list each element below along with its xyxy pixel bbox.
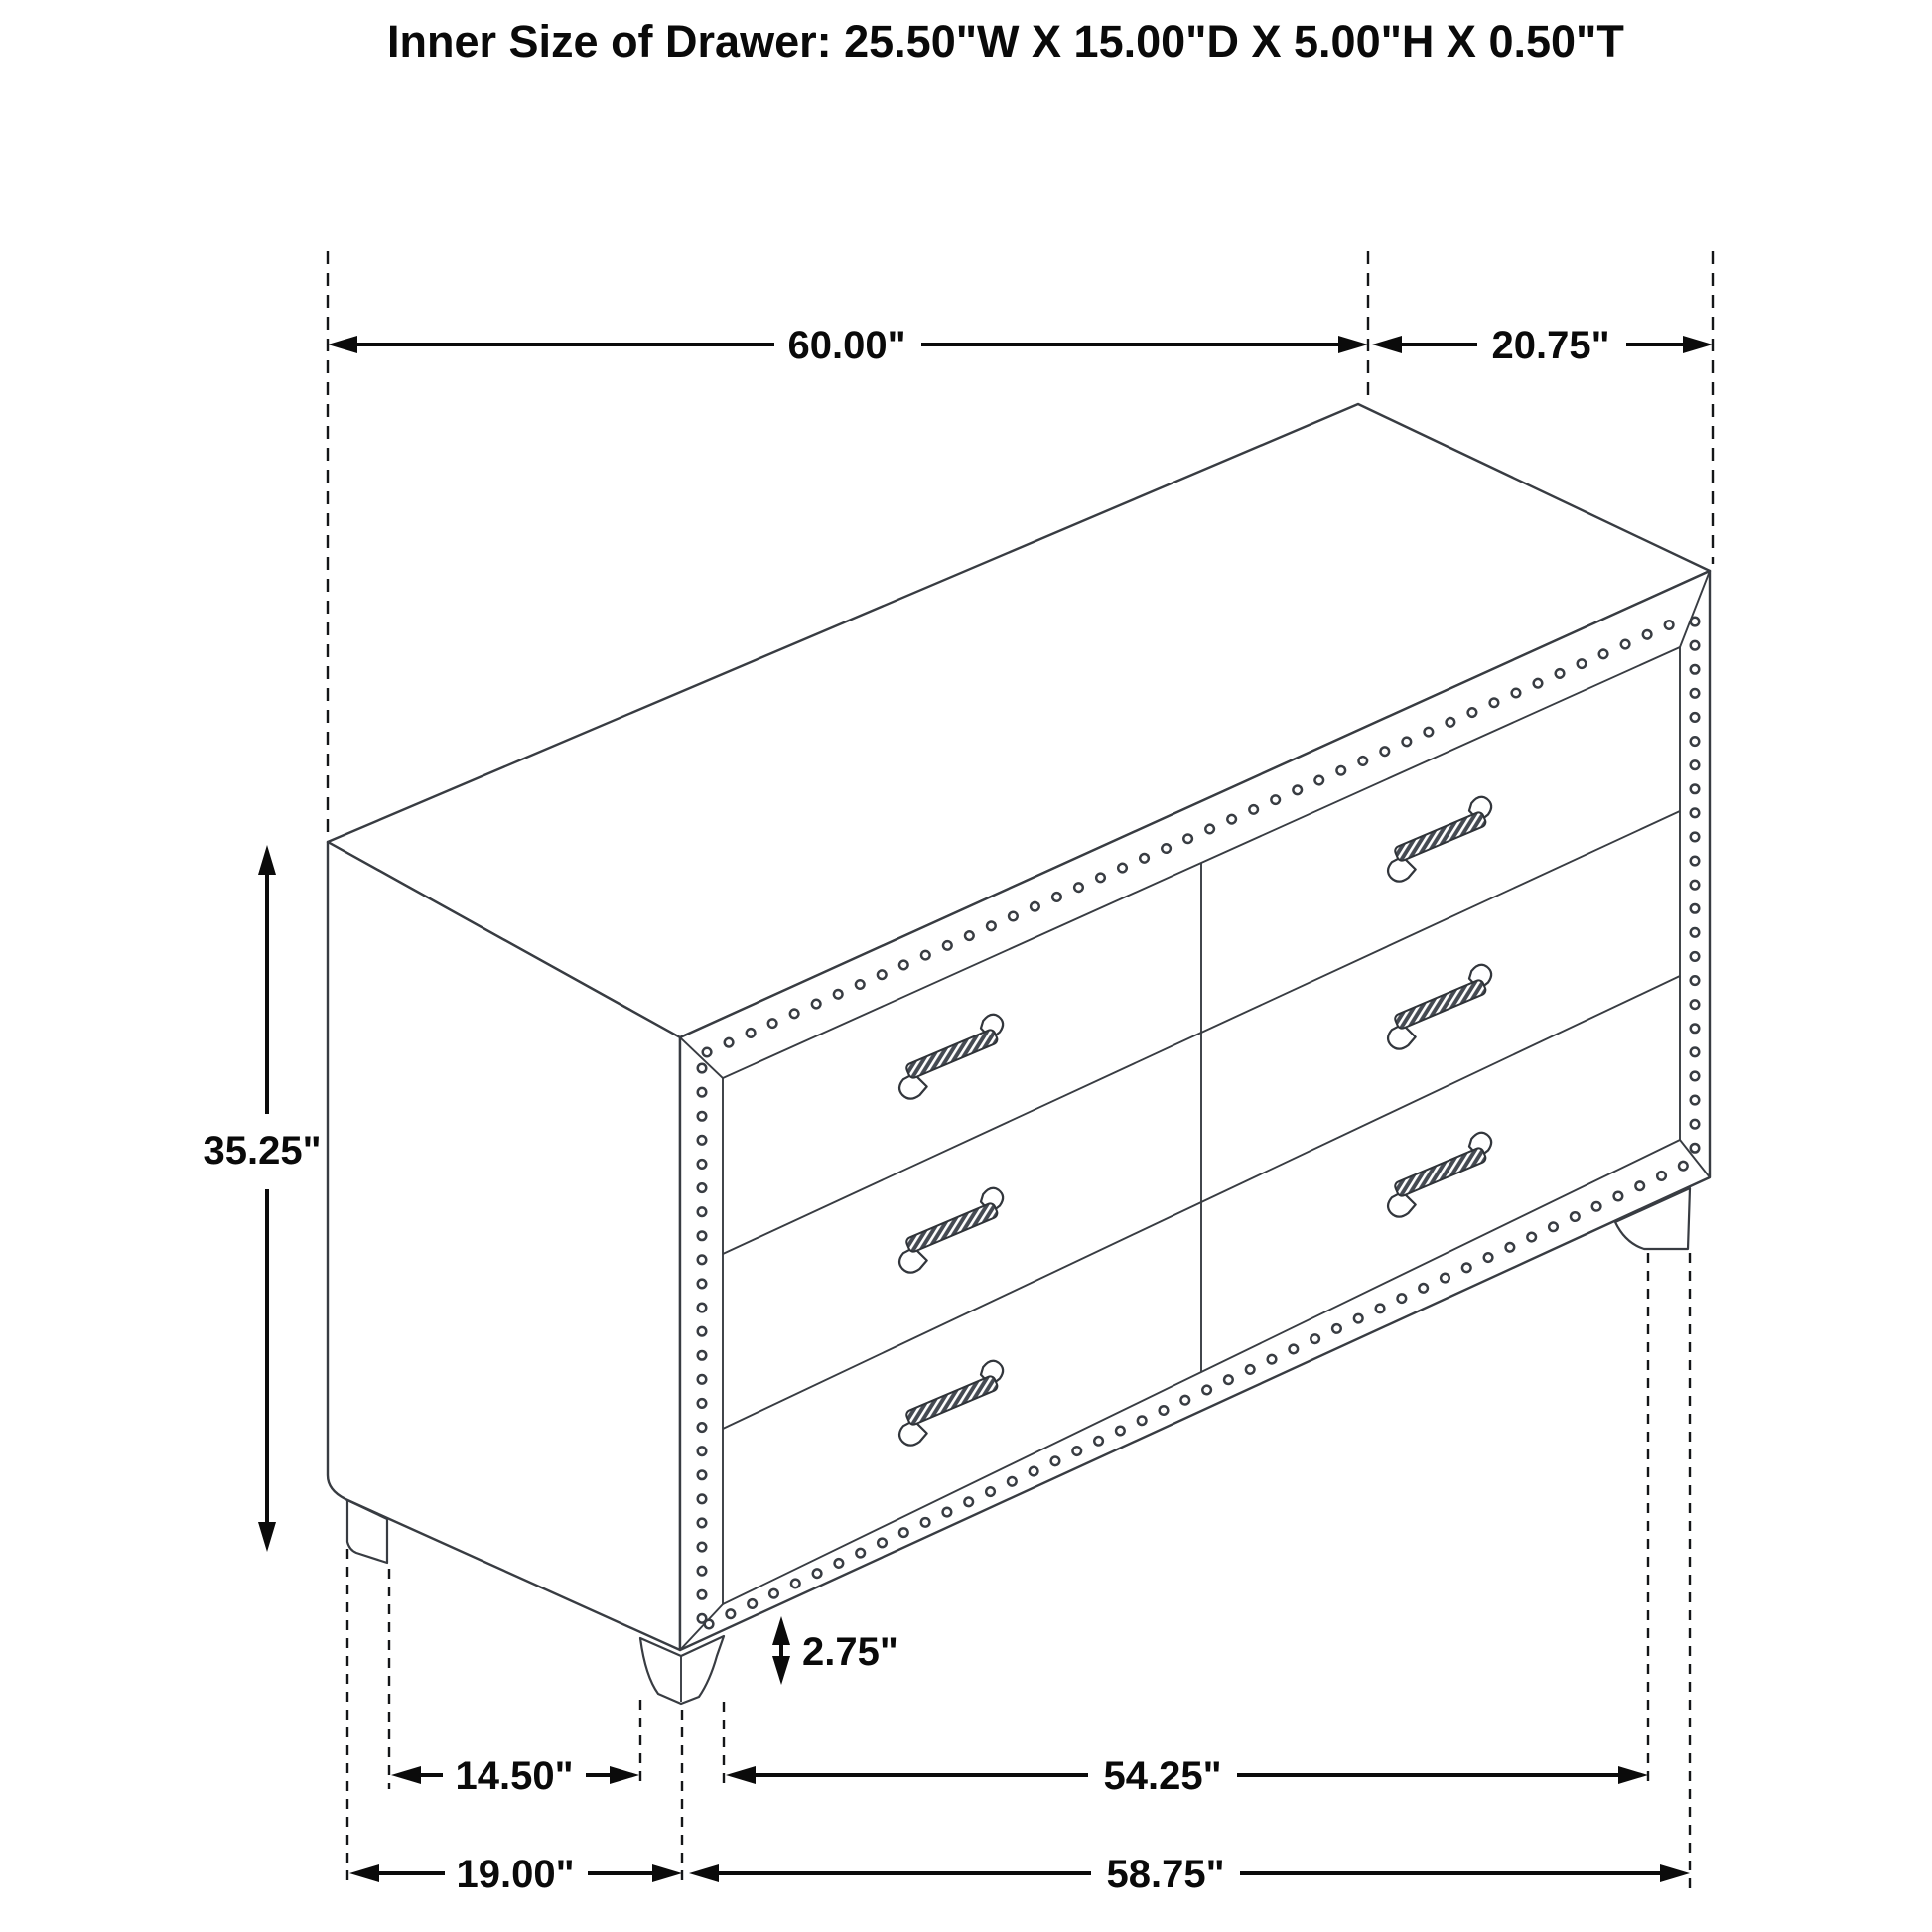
- dim-label-side-foot-span: 14.50": [455, 1754, 574, 1798]
- dimension-overall-height: [203, 845, 321, 1552]
- dimension-side-base-span: [349, 1853, 682, 1896]
- dim-label-front-base-span: 58.75": [1106, 1853, 1225, 1896]
- dimension-overall-depth: [1372, 324, 1713, 367]
- drawing-title: Inner Size of Drawer: 25.50"W X 15.00"D X 5.00"H X 0.50"T: [387, 16, 1624, 67]
- dim-label-overall-depth: 20.75": [1491, 324, 1610, 367]
- dimension-foot-height: [772, 1616, 898, 1685]
- dresser: [328, 404, 1710, 1704]
- dim-label-side-base-span: 19.00": [456, 1853, 575, 1896]
- dim-label-front-foot-span: 54.25": [1103, 1754, 1222, 1798]
- dim-label-foot-height: 2.75": [802, 1630, 898, 1674]
- dimension-overall-width: [328, 324, 1368, 367]
- dimension-side-foot-span: [391, 1754, 639, 1798]
- dim-label-overall-height: 35.25": [203, 1129, 322, 1173]
- dimension-front-base-span: [689, 1853, 1690, 1896]
- dim-label-overall-width: 60.00": [787, 324, 906, 367]
- dimension-front-foot-span: [726, 1754, 1648, 1798]
